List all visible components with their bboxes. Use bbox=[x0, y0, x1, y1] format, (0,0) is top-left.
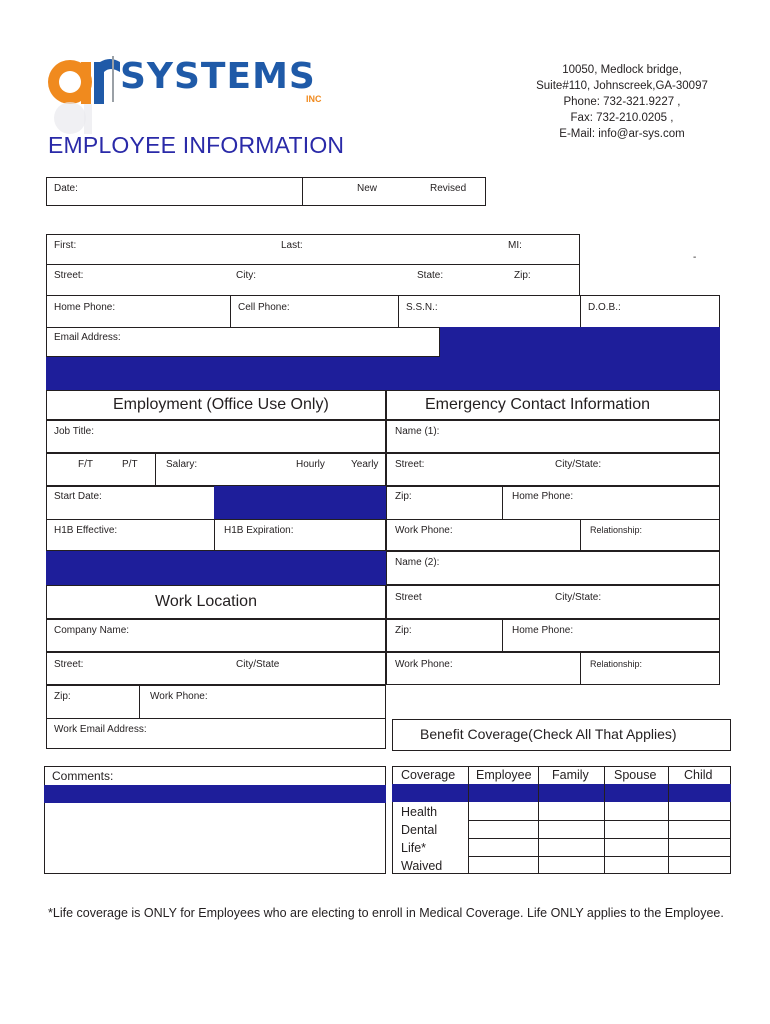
benefit-heading: Benefit Coverage(Check All That Applies) bbox=[420, 726, 677, 742]
logo-sub-text: INC bbox=[306, 94, 322, 104]
emergency-name1-field[interactable]: Name (1): bbox=[395, 426, 440, 437]
coverage-row-label: Dental bbox=[401, 823, 438, 837]
company-logo bbox=[40, 48, 340, 138]
salary-field[interactable]: Salary: bbox=[166, 459, 198, 470]
spouse-column-header: Spouse bbox=[614, 768, 657, 782]
start-date-field[interactable]: Start Date: bbox=[54, 491, 102, 502]
navy-bar bbox=[44, 785, 386, 803]
middle-initial-field[interactable]: MI: bbox=[508, 240, 522, 251]
work-location-heading: Work Location bbox=[155, 593, 257, 610]
address-line: Phone: 732-321.9227 , bbox=[563, 96, 681, 108]
city-field[interactable]: City: bbox=[236, 270, 256, 281]
emergency-relationship2-field[interactable]: Relationship: bbox=[590, 659, 643, 669]
work-city-state-field[interactable]: City/State bbox=[236, 659, 280, 670]
job-title-field[interactable]: Job Title: bbox=[54, 426, 95, 437]
emergency-zip-field[interactable]: Zip: bbox=[395, 491, 412, 502]
employee-column-header: Employee bbox=[476, 768, 532, 782]
revised-checkbox-label[interactable]: Revised bbox=[430, 183, 467, 194]
work-zip-row bbox=[46, 685, 386, 719]
work-street-row bbox=[46, 652, 386, 685]
address-line: 10050, Medlock bridge, bbox=[562, 64, 682, 76]
part-time-checkbox[interactable]: P/T bbox=[122, 459, 138, 470]
last-name-field[interactable]: Last: bbox=[281, 240, 303, 251]
footnote: *Life coverage is ONLY for Employees who are electing to enroll in Medical Coverage. Life ONLY applies to the Employee. bbox=[48, 906, 724, 920]
company-name-field[interactable]: Company Name: bbox=[54, 625, 130, 636]
hourly-checkbox[interactable]: Hourly bbox=[296, 459, 325, 470]
home-phone-field[interactable]: Home Phone: bbox=[54, 302, 116, 313]
emergency-home-phone-field[interactable]: Home Phone: bbox=[512, 491, 574, 502]
dash-mark: - bbox=[693, 252, 697, 263]
navy-bar bbox=[214, 486, 386, 520]
first-name-field[interactable]: First: bbox=[54, 240, 77, 251]
emergency-name2-field[interactable]: Name (2): bbox=[395, 557, 440, 568]
page-title: EMPLOYEE INFORMATION bbox=[48, 132, 345, 158]
family-column-header: Family bbox=[552, 768, 589, 782]
emergency-street-row bbox=[386, 453, 720, 486]
ssn-field[interactable]: S.S.N.: bbox=[406, 302, 438, 313]
h1b-expiration-field[interactable]: H1B Expiration: bbox=[224, 525, 294, 536]
child-column-header: Child bbox=[684, 768, 713, 782]
emergency-relationship-field[interactable]: Relationship: bbox=[590, 525, 643, 535]
coverage-column-header: Coverage bbox=[401, 768, 456, 782]
emergency-heading: Emergency Contact Information bbox=[425, 396, 650, 413]
logo-text: SYSTEMS bbox=[120, 56, 316, 97]
name-address-block bbox=[46, 234, 580, 296]
work-email-field[interactable]: Work Email Address: bbox=[54, 724, 147, 735]
employment-heading: Employment (Office Use Only) bbox=[113, 396, 329, 413]
job-title-row bbox=[46, 420, 386, 453]
emergency-street-field[interactable]: Street: bbox=[395, 459, 425, 470]
emergency-city-state-field[interactable]: City/State: bbox=[555, 459, 602, 470]
company-address bbox=[522, 62, 722, 142]
new-checkbox-label[interactable]: New bbox=[357, 183, 378, 194]
state-field[interactable]: State: bbox=[417, 270, 444, 281]
work-zip-field[interactable]: Zip: bbox=[54, 691, 71, 702]
zip-field[interactable]: Zip: bbox=[514, 270, 531, 281]
coverage-row-label: Waived bbox=[401, 859, 443, 873]
navy-bar bbox=[46, 357, 720, 390]
emergency-city-state2-field[interactable]: City/State: bbox=[555, 592, 602, 603]
work-phone-field[interactable]: Work Phone: bbox=[150, 691, 208, 702]
emergency-street2-field[interactable]: Street bbox=[395, 592, 422, 603]
emergency-home-phone2-field[interactable]: Home Phone: bbox=[512, 625, 574, 636]
date-row bbox=[46, 177, 486, 206]
coverage-row-label: Health bbox=[401, 805, 438, 819]
comments-label: Comments: bbox=[52, 769, 114, 783]
email-field[interactable]: Email Address: bbox=[54, 332, 121, 343]
address-line: E-Mail: info@ar-sys.com bbox=[559, 128, 685, 140]
yearly-checkbox[interactable]: Yearly bbox=[351, 459, 379, 470]
emergency-street2-row bbox=[386, 585, 720, 619]
dob-field[interactable]: D.O.B.: bbox=[588, 302, 621, 313]
work-street-field[interactable]: Street: bbox=[54, 659, 84, 670]
date-label: Date: bbox=[54, 183, 78, 194]
navy-bar bbox=[46, 551, 386, 585]
street-field[interactable]: Street: bbox=[54, 270, 84, 281]
navy-bar bbox=[440, 327, 720, 357]
address-line: Fax: 732-210.0205 , bbox=[570, 112, 674, 124]
coverage-row-label: Life* bbox=[401, 841, 427, 855]
cell-phone-field[interactable]: Cell Phone: bbox=[238, 302, 290, 313]
emergency-work-phone-field[interactable]: Work Phone: bbox=[395, 525, 453, 536]
address-line: Suite#110, Johnscreek,GA-30097 bbox=[536, 80, 708, 92]
salary-row bbox=[46, 453, 386, 486]
full-time-checkbox[interactable]: F/T bbox=[78, 459, 93, 470]
h1b-effective-field[interactable]: H1B Effective: bbox=[54, 525, 118, 536]
navy-bar bbox=[392, 784, 731, 802]
emergency-work-phone2-field[interactable]: Work Phone: bbox=[395, 659, 453, 670]
emergency-zip2-field[interactable]: Zip: bbox=[395, 625, 412, 636]
